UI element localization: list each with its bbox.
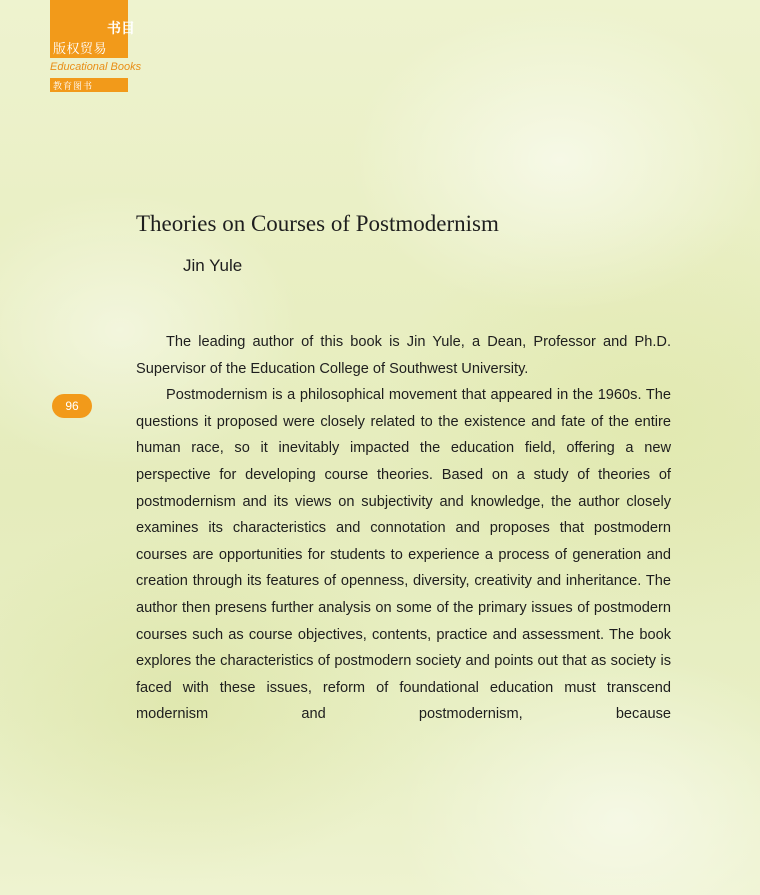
header-subcategory-bar xyxy=(50,78,128,92)
body-paragraph: Postmodernism is a philosophical movement that appeared in the 1960s. The questions it proposed were closely related to the existence and fate of the entire human race, so it inevitably impacted the education field, offering a new perspective for developing course theories. Based on a study of theories of postmodernism and its views on subjectivity and knowledge, the author closely examines its characteristics and connotation and proposes that postmodern courses are opportunities for students to experience a process of generation and creation through its features of openness, diversity, creativity and inheritance. The author then presens further analysis on some of the primary issues of postmodern courses such as course objectives, contents, practice and assessment. The book explores the characteristics of postmodern society and points out that as society is faced with these issues, reform of foundational education must transcend modernism and postmodernism, because xyxy=(136,387,671,723)
header-category-cn: 版权贸易 xyxy=(53,42,108,57)
article-title: Theories on Courses of Postmodernism xyxy=(136,211,499,236)
header-mark-text: 书目 xyxy=(107,21,135,37)
article-body xyxy=(136,329,671,728)
header-category-en: Educational Books xyxy=(50,61,142,73)
section-header-badge xyxy=(50,0,135,58)
header-subcategory-cn: 教育图书 xyxy=(53,82,94,92)
body-paragraph: The leading author of this book is Jin Yule, a Dean, Professor and Ph.D. Supervisor of the Education College of Southwest University. xyxy=(136,334,671,377)
page-number: 96 xyxy=(52,394,92,418)
article-author: Jin Yule xyxy=(183,256,243,275)
